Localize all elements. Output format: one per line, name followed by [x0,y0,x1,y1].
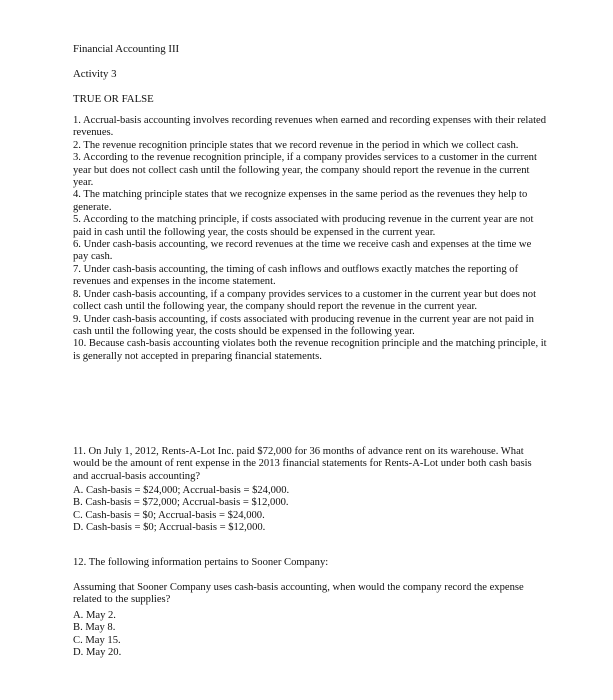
list-item: 5. According to the matching principle, if costs associated with producing revenue in the current year are not paid in cash until the following year, the costs should be expensed in the current year. [73,214,534,238]
list-item: 2. The revenue recognition principle states that we record revenue in the period in which we collect cash. [73,139,519,151]
true-false-list [73,115,547,363]
question-12-option-a: A. May 2. [73,610,116,621]
question-12-options [73,610,393,660]
section-title: TRUE OR FALSE [73,93,154,105]
list-item: 6. Under cash-basis accounting, we record revenues at the time we receive cash and expenses at the time we pay cash. [73,239,532,263]
list-item: 3. According to the revenue recognition principle, if a company provides services to a customer in the current year but does not collect cash until the following year, the company should report the revenue in the current year. [73,152,537,189]
question-12-option-c: C. May 15. [73,634,121,646]
list-item: 7. Under cash-basis accounting, the timing of cash inflows and outflows exactly matches the reporting of revenues and expenses in the income statement. [73,263,519,288]
question-11-option-a: A. Cash-basis = $24,000; Accrual-basis = $24,000. [73,485,290,496]
list-item: 4. The matching principle states that we recognize expenses in the same period as the revenues they help to generate. [73,189,528,213]
question-12-prompt: Assuming that Sooner Company uses cash-basis accounting, when would the company record the expense related to the supplies? [73,582,524,606]
question-11-text: 11. On July 1, 2012, Rents-A-Lot Inc. paid $72,000 for 36 months of advance rent on its warehouse. What would be the amount of rent expense in the 2013 financial statements for Rents-A-Lot under both cash basis and accrual-basis accounting? [73,446,532,482]
course-title: Financial Accounting III [73,43,180,55]
list-item: 10. Because cash-basis accounting violates both the revenue recognition principle and the matching principle, it is generally not accepted in preparing financial statements. [73,338,547,362]
question-12-option-b: B. May 8. [73,622,116,634]
question-11-option-d: D. Cash-basis = $0; Accrual-basis = $12,000. [73,522,266,534]
list-item: 8. Under cash-basis accounting, if a company provides services to a customer in the current year but does not collect cash until the following year, the company should report the revenue in the current year. [73,288,537,313]
list-item: 9. Under cash-basis accounting, if costs associated with producing revenue in the current year are not paid in cash until the following year, the costs should be expensed in the following year. [73,313,534,337]
question-12-option-d: D. May 20. [73,647,122,659]
question-12-text: 12. The following information pertains to Sooner Company: [73,557,329,568]
activity-title: Activity 3 [73,68,117,80]
question-11-option-b: B. Cash-basis = $72,000; Accrual-basis = $12,000. [73,497,289,509]
list-item: 1. Accrual-basis accounting involves recording revenues when earned and recording expenses with their related revenues. [73,115,547,139]
question-11-options [73,485,393,535]
question-11-option-c: C. Cash-basis = $0; Accrual-basis = $24,000. [73,509,265,521]
